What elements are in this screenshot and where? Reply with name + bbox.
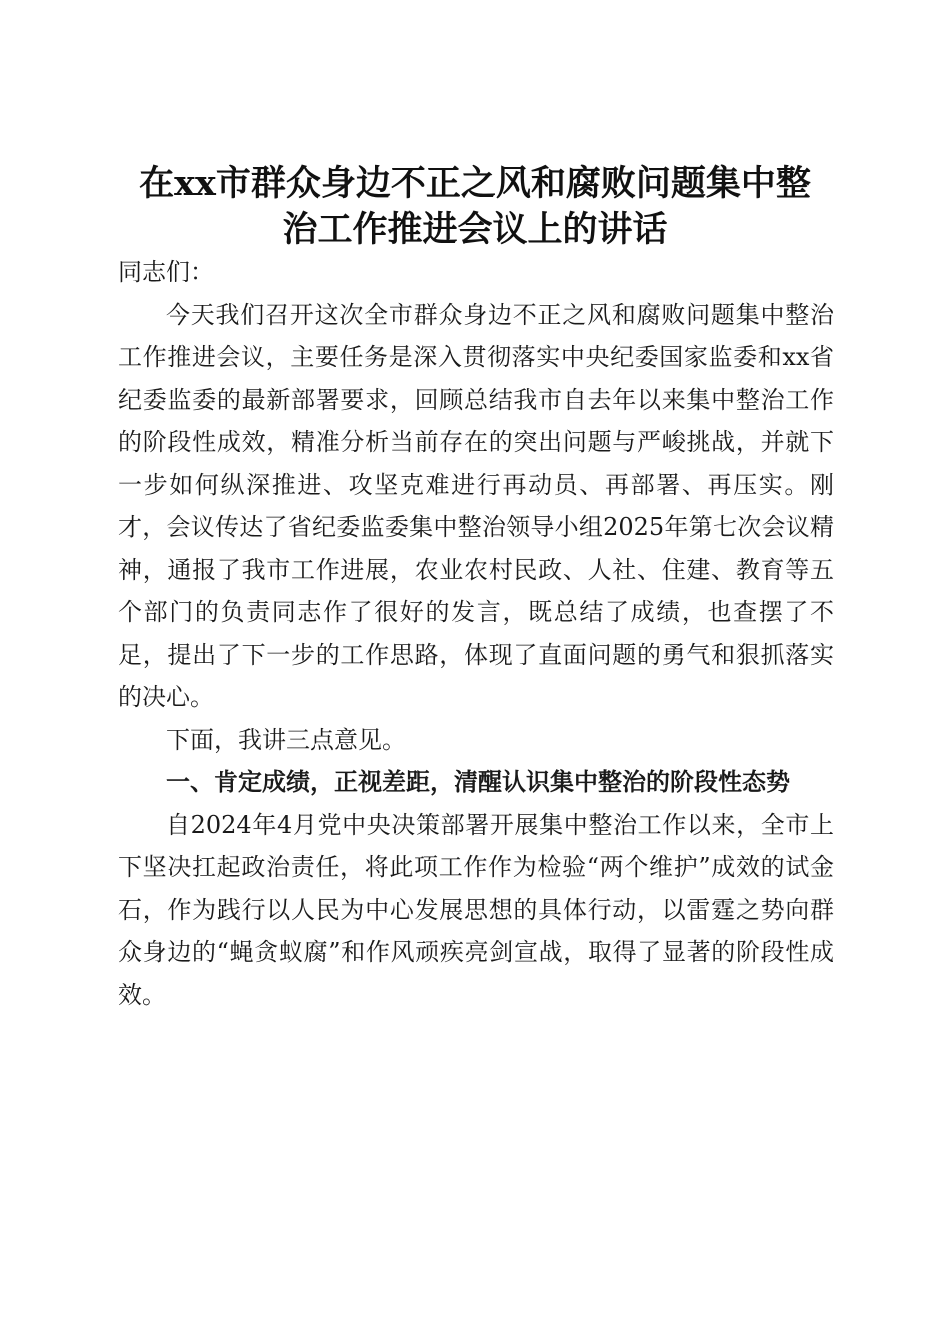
section-heading-1: 一、肯定成绩，正视差距，清醒认识集中整治的阶段性态势 [166, 768, 790, 796]
paragraph-section-1: 自2024年4月党中央决策部署开展集中整治工作以来，全市上下坚决扛起政治责任，将此项工作作为检验“两个维护”成效的试金石，作为践行以人民为中心发展思想的具体行动，以雷霆之势向群众身边的“蝇贪蚁腐”和作风顽疾亮剑宣战，取得了显著的阶段性成效。 [118, 810, 834, 1009]
paragraph-intro: 今天我们召开这次全市群众身边不正之风和腐败问题集中整治工作推进会议，主要任务是深入贯彻落实中央纪委国家监委和xx省纪委监委的最新部署要求，回顾总结我市自去年以来集中整治工作的阶段性成效，精准分析当前存在的突出问题与严峻挑战，并就下一步如何纵深推进、攻坚克难进行再动员、再部署、再压实。刚才，会议传达了省纪委监委集中整治领导小组2025年第七次会议精神，通报了我市工作进展，农业农村民政、人社、住建、教育等五个部门的负责同志作了很好的发言，既总结了成绩，也查摆了不足，提出了下一步的工作思路，体现了直面问题的勇气和狠抓落实的决心。 [118, 300, 834, 711]
greeting: 同志们： [118, 258, 214, 286]
title-line-2: 治工作推进会议上的讲话 [282, 209, 668, 251]
document-title [100, 161, 850, 253]
paragraph-transition: 下面，我讲三点意见。 [166, 725, 406, 754]
title-line-1: 在xx市群众身边不正之风和腐败问题集中整 [139, 163, 811, 205]
document-body [118, 251, 834, 1016]
